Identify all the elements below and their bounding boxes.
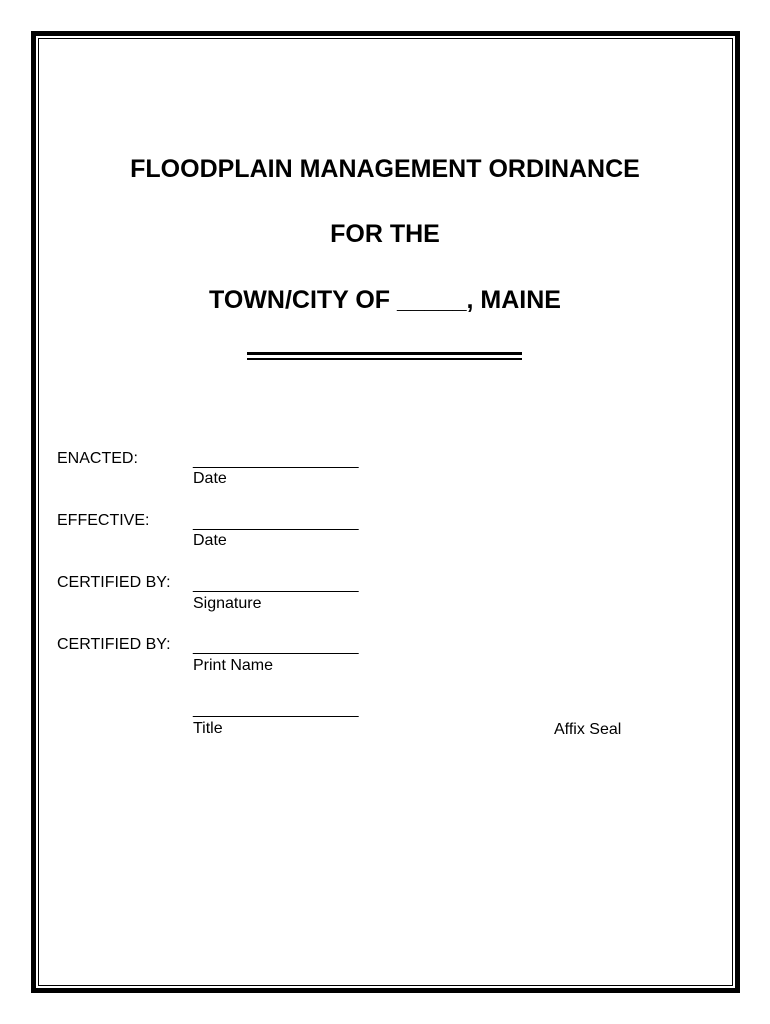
title-line[interactable]: ___________________ <box>193 701 359 718</box>
title-underline-thin <box>247 358 522 360</box>
enacted-label: ENACTED: <box>57 450 138 467</box>
title-line-town-city: TOWN/CITY OF _____, MAINE <box>209 286 561 314</box>
title-line-ordinance: FLOODPLAIN MANAGEMENT ORDINANCE <box>130 155 640 183</box>
effective-label: EFFECTIVE: <box>57 512 150 529</box>
signature-line[interactable]: ___________________ <box>193 576 359 593</box>
title-underline-thick <box>247 352 522 355</box>
effective-date-caption: Date <box>193 532 227 549</box>
enacted-date-line[interactable]: ___________________ <box>193 452 359 469</box>
title-line-for-the: FOR THE <box>330 220 440 248</box>
signature-caption: Signature <box>193 595 262 612</box>
affix-seal-text: Affix Seal <box>554 721 622 738</box>
certified-by-label-2: CERTIFIED BY: <box>57 636 171 653</box>
enacted-date-caption: Date <box>193 470 227 487</box>
certified-by-label-1: CERTIFIED BY: <box>57 574 171 591</box>
print-name-caption: Print Name <box>193 657 274 674</box>
effective-date-line[interactable]: ___________________ <box>193 514 359 531</box>
print-name-line[interactable]: ___________________ <box>193 638 359 655</box>
title-caption: Title <box>193 720 223 737</box>
